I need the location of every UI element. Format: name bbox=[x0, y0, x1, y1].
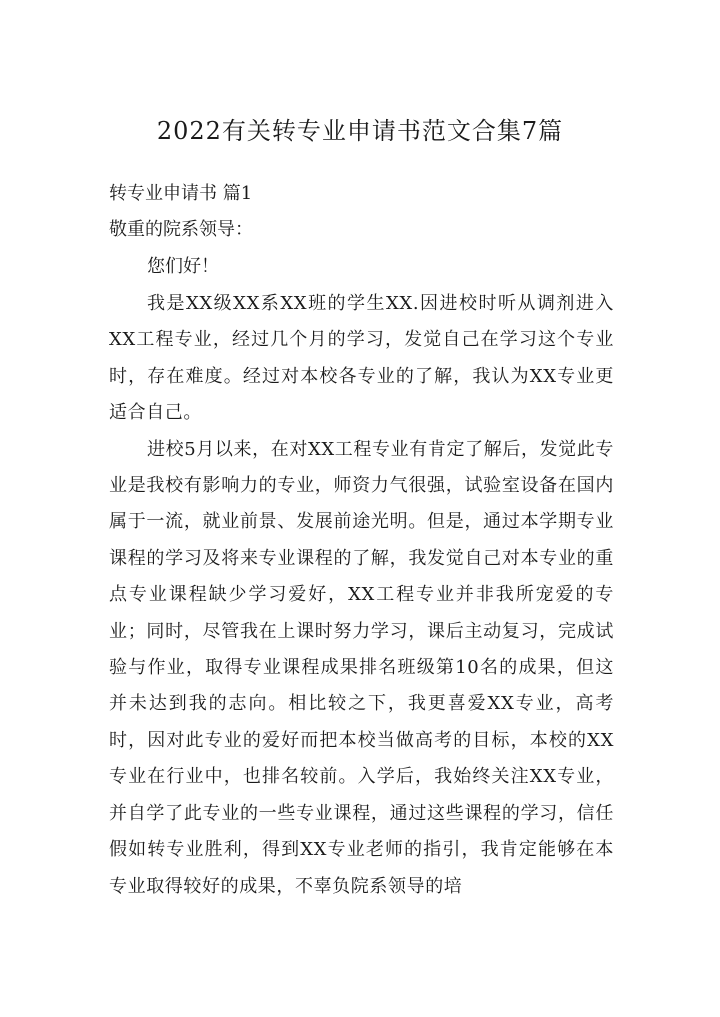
paragraph: 我是XX级XX系XX班的学生XX.因进校时听从调剂进入XX工程专业，经过几个月的学习，发觉自己在学习这个专业时，存在难度。经过对本校各专业的了解，我认为XX专业更适合自己。 bbox=[109, 293, 614, 424]
document-title: 2022有关转专业申请书范文合集7篇 bbox=[156, 117, 564, 145]
greeting: 您们好！ bbox=[147, 256, 219, 277]
section-heading: 转专业申请书 篇1 bbox=[109, 183, 253, 204]
body-text bbox=[109, 286, 614, 905]
salutation: 敬重的院系领导： bbox=[109, 219, 253, 240]
paragraph: 进校5月以来，在对XX工程专业有肯定了解后，发觉此专业是我校有影响力的专业，师资力气很强，试验室设备在国内属于一流，就业前景、发展前途光明。但是，通过本学期专业课程的学习及将来专业课程的了解，我发觉自己对本专业的重点专业课程缺少学习爱好，XX工程专业并非我所宠爱的专业；同时，尽管我在上课时努力学习，课后主动复习，完成试验与作业，取得专业课程成果排名班级第10名的成果，但这并未达到我的志向。相比较之下，我更喜爱XX专业，高考时，因对此专业的爱好而把本校当做高考的目标，本校的XX专业在行业中，也排名较前。入学后，我始终关注XX专业，并自学了此专业的一些专业课程，通过这些课程的学习，信任假如转专业胜利，得到XX专业老师的指引，我肯定能够在本专业取得较好的成果，不辜负院系领导的培 bbox=[109, 438, 614, 897]
